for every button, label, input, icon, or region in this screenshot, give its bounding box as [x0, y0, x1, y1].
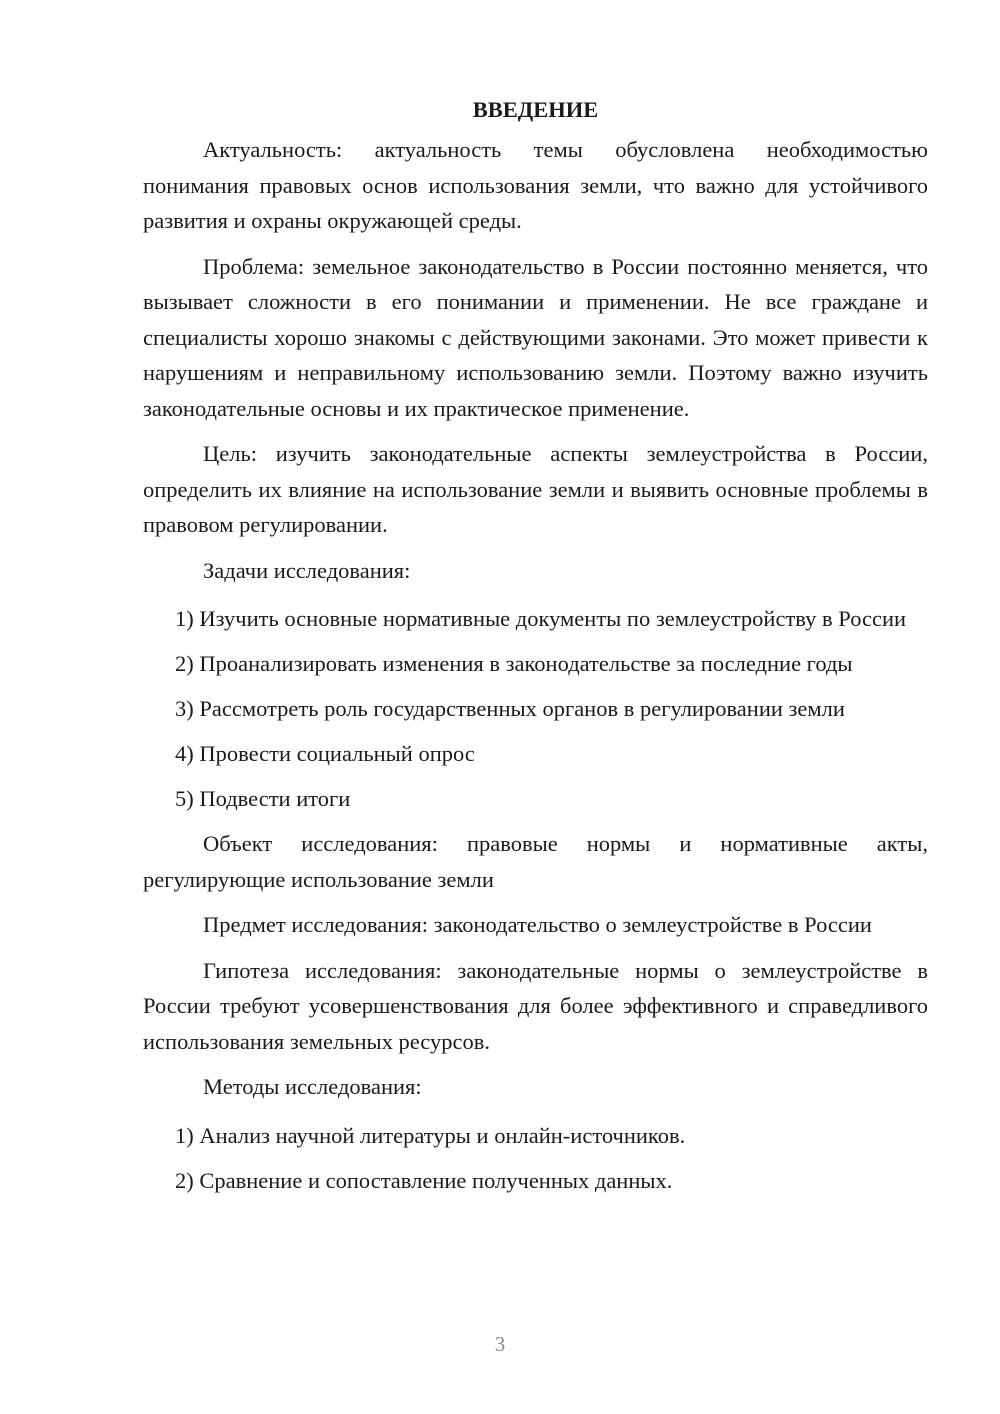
page-content [143, 92, 928, 1208]
paragraph-hypothesis: Гипотеза исследования: законодательные нормы о землеустройстве в России требуют усовершенствования для более эффективного и справедливого использования земельных ресурсов. [143, 957, 928, 1054]
page-number: 3 [494, 1332, 506, 1356]
paragraph-subject: Предмет исследования: законодательство о землеустройстве в России [203, 912, 872, 937]
paragraph-problem: Проблема: земельное законодательство в России постоянно меняется, что вызывает сложности в его понимании и применении. Не все граждане и специалисты хорошо знакомы с действующими законами. Это может привести к нарушениям и неправильному использованию земли. Поэтому важно изучить законодательные основы и их практическое применение. [143, 253, 928, 421]
task-item: 5) Подвести итоги [175, 786, 351, 811]
task-item: 2) Проанализировать изменения в законодательстве за последние годы [175, 651, 853, 676]
paragraph-object: Объект исследования: правовые нормы и нормативные акты, регулирующие использование земли [143, 831, 928, 892]
task-item: 3) Рассмотреть роль государственных органов в регулировании земли [175, 696, 845, 721]
tasks-heading: Задачи исследования: [203, 557, 411, 583]
method-item: 1) Анализ научной литературы и онлайн-источников. [175, 1122, 686, 1148]
paragraph-relevance: Актуальность: актуальность темы обусловлена необходимостью понимания правовых основ использования земли, что важно для устойчивого развития и охраны окружающей среды. [143, 137, 928, 233]
methods-heading: Методы исследования: [203, 1074, 422, 1099]
method-item: 2) Сравнение и сопоставление полученных данных. [175, 1167, 673, 1193]
task-item: 1) Изучить основные нормативные документы по землеустройству в России [175, 606, 907, 631]
paragraph-goal: Цель: изучить законодательные аспекты землеустройства в России, определить их влияние на использование земли и выявить основные проблемы в правовом регулировании. [143, 441, 928, 537]
task-item: 4) Провести социальный опрос [175, 741, 475, 766]
section-title: ВВЕДЕНИЕ [472, 97, 599, 122]
